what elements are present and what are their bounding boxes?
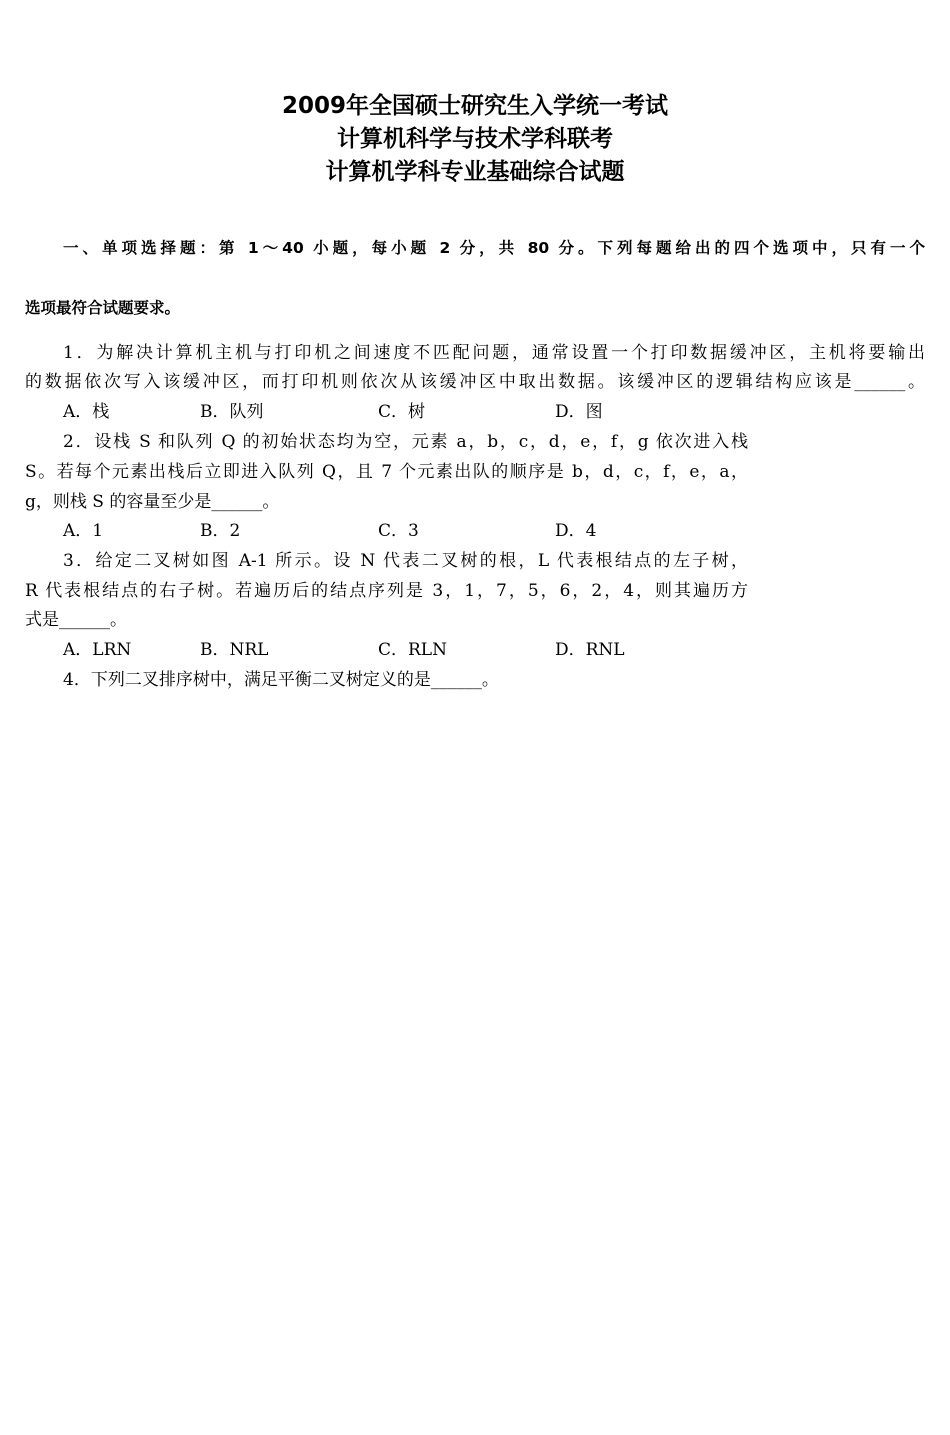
question-2-line-1: 2．设栈 S 和队列 Q 的初始状态均为空，元素 a，b，c，d，e，f，g 依次进入栈 — [63, 432, 748, 452]
question-4-line-1: 4．下列二叉排序树中，满足平衡二叉树定义的是______。 — [63, 670, 499, 690]
title-line-2: 计算机科学与技术学科联考 — [337, 126, 613, 152]
question-1-option-b: B．队列 — [200, 402, 264, 422]
question-2-option-c: C．3 — [378, 521, 419, 541]
question-1-line-2: 的数据依次写入该缓冲区，而打印机则依次从该缓冲区中取出数据。该缓冲区的逻辑结构应该是______。 — [25, 372, 925, 392]
title-line-3: 计算机学科专业基础综合试题 — [325, 159, 625, 185]
question-2-line-2: S。若每个元素出栈后立即进入队列 Q，且 7 个元素出队的顺序是 b，d，c，f，e，a， — [25, 462, 748, 482]
question-1-option-c: C．树 — [378, 402, 426, 422]
question-3-line-2: R 代表根结点的右子树。若遍历后的结点序列是 3，1，7，5，6，2，4，则其遍历方 — [25, 581, 748, 601]
question-3-option-c: C．RLN — [378, 640, 447, 660]
question-3-option-b: B．NRL — [200, 640, 269, 660]
question-1-option-a: A．栈 — [63, 402, 110, 422]
question-3-option-a: A．LRN — [63, 640, 132, 660]
title-line-1: 2009年全国硕士研究生入学统一考试 — [281, 93, 668, 119]
question-2-option-d: D．4 — [555, 521, 597, 541]
section-instruction-line-2: 选项最符合试题要求。 — [25, 299, 181, 317]
question-3-line-1: 3．给定二叉树如图 A-1 所示。设 N 代表二叉树的根，L 代表根结点的左子树， — [63, 551, 748, 571]
question-3-line-3: 式是______。 — [25, 610, 127, 630]
question-1-option-d: D．图 — [555, 402, 603, 422]
section-instruction-line-1: 一、单项选择题：第 1～40 小题，每小题 2 分，共 80 分。下列每题给出的四个选项中，只有一个 — [63, 239, 925, 257]
question-3-option-d: D．RNL — [555, 640, 625, 660]
question-1-line-1: 1．为解决计算机主机与打印机之间速度不匹配问题，通常设置一个打印数据缓冲区，主机将要输出 — [63, 343, 925, 363]
question-2-option-a: A．1 — [63, 521, 104, 541]
question-2-option-b: B．2 — [200, 521, 241, 541]
question-2-line-3: g，则栈 S 的容量至少是______。 — [25, 492, 280, 512]
